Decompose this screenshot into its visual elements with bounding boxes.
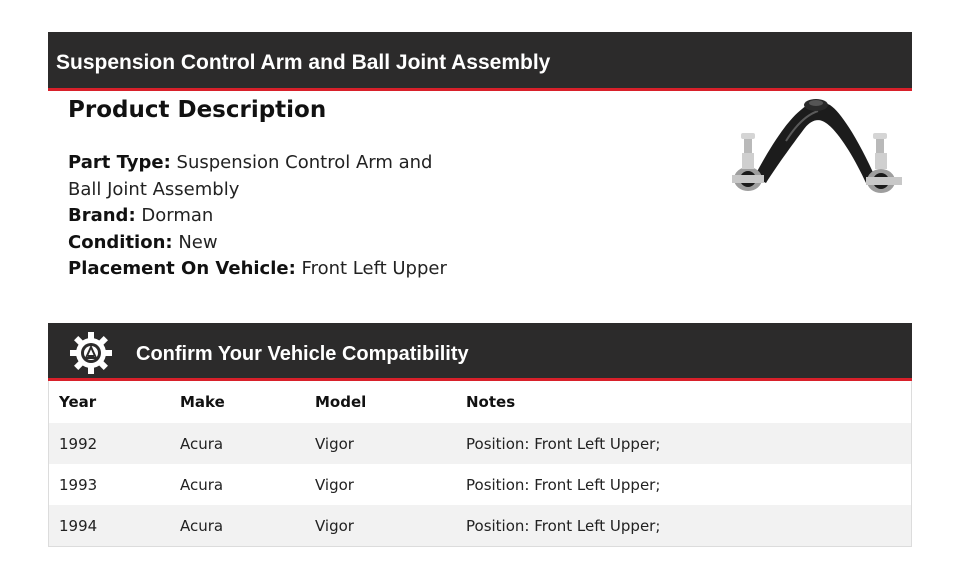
spec-label: Placement On Vehicle: <box>68 258 296 279</box>
spec-label: Condition: <box>68 231 173 253</box>
description-heading: Product Description <box>68 97 327 123</box>
table-header-row <box>49 381 912 423</box>
column-header-notes: Notes <box>456 381 912 423</box>
spec-brand <box>68 203 468 230</box>
cell-make: Acura <box>180 475 224 494</box>
compatibility-title: Confirm Your Vehicle Compatibility <box>136 343 469 365</box>
spec-value: Dorman <box>141 205 214 226</box>
spec-value: Front Left Upper <box>301 258 447 279</box>
cell-make: Acura <box>170 505 305 547</box>
cell-year: 1992 <box>49 423 171 464</box>
spec-list <box>68 150 468 283</box>
cell-notes: Position: Front Left Upper; <box>456 505 912 547</box>
table-row <box>49 505 912 547</box>
control-arm-image <box>726 95 908 205</box>
compatibility-banner <box>48 323 912 381</box>
spec-placement <box>68 256 468 283</box>
cell-notes: Position: Front Left Upper; <box>456 423 912 464</box>
spec-label: Part Type: <box>68 152 171 173</box>
table-row <box>49 464 912 505</box>
compatibility-table <box>48 381 912 547</box>
cell-year: 1994 <box>49 505 171 547</box>
spec-condition <box>68 230 468 257</box>
cell-model: Vigor <box>305 505 456 547</box>
cell-make: Acura <box>170 423 305 464</box>
column-header-make: Make <box>170 381 305 423</box>
spec-value: Suspension Control Arm and Ball Joint Assembly <box>68 152 433 200</box>
cell-model: Vigor <box>305 423 456 464</box>
column-header-year: Year <box>49 381 171 423</box>
title-banner <box>48 32 912 91</box>
spec-value: New <box>178 231 218 253</box>
spec-label: Brand: <box>68 205 136 226</box>
gear-icon <box>69 331 113 375</box>
column-header-model: Model <box>305 381 456 423</box>
product-title: Suspension Control Arm and Ball Joint Assembly <box>56 51 551 74</box>
table-row <box>49 423 912 464</box>
cell-notes: Position: Front Left Upper; <box>466 475 661 494</box>
spec-part-type <box>68 150 468 203</box>
cell-model: Vigor <box>315 475 354 494</box>
cell-year: 1993 <box>59 475 98 494</box>
